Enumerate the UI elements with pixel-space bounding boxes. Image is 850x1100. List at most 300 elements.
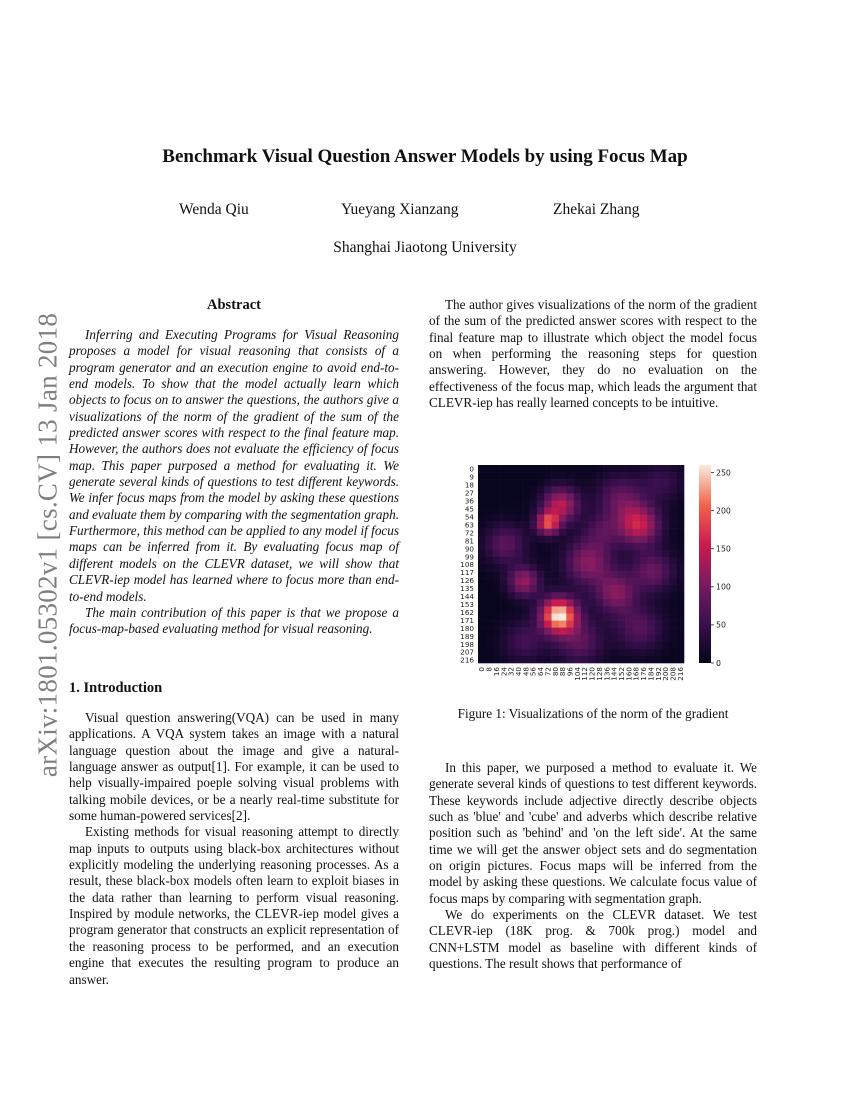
heatmap-cell: [625, 606, 633, 613]
heatmap-cell: [574, 614, 582, 621]
heatmap-cell: [677, 614, 685, 621]
heatmap-cell: [559, 515, 567, 522]
heatmap-cell: [507, 621, 515, 628]
heatmap-cell: [633, 500, 641, 507]
heatmap-cell: [610, 557, 618, 564]
heatmap-cell: [588, 635, 596, 642]
heatmap-cell: [537, 500, 545, 507]
heatmap-cell: [559, 493, 567, 500]
heatmap-cell: [574, 642, 582, 649]
heatmap-cell: [515, 486, 523, 493]
abstract-paragraph-2: The main contribution of this paper is that we propose a focus-map-based evaluating method for visual reasoning.: [69, 604, 399, 637]
heatmap-cell: [493, 642, 501, 649]
heatmap-cell: [640, 578, 648, 585]
heatmap-cell: [522, 479, 530, 486]
heatmap-cell: [618, 550, 626, 557]
heatmap-cell: [618, 515, 626, 522]
heatmap-cell: [669, 571, 677, 578]
heatmap-cell: [677, 472, 685, 479]
heatmap-cell: [574, 635, 582, 642]
heatmap-cell: [544, 536, 552, 543]
heatmap-cell: [493, 649, 501, 656]
heatmap-cell: [566, 642, 574, 649]
heatmap-cell: [530, 472, 538, 479]
heatmap-cell: [515, 642, 523, 649]
heatmap-cell: [537, 585, 545, 592]
heatmap-cell: [625, 557, 633, 564]
heatmap-cell: [500, 493, 508, 500]
heatmap-cell: [633, 479, 641, 486]
heatmap-cell: [618, 507, 626, 514]
heatmap-cell: [610, 606, 618, 613]
heatmap-cell: [566, 621, 574, 628]
y-tick-label: 144: [460, 592, 474, 602]
heatmap-cell: [530, 585, 538, 592]
heatmap-cell: [618, 628, 626, 635]
heatmap-cell: [530, 642, 538, 649]
x-tick-label: 112: [580, 667, 590, 681]
heatmap-cell: [515, 614, 523, 621]
heatmap-cell: [618, 642, 626, 649]
heatmap-cell: [493, 592, 501, 599]
heatmap-cell: [596, 564, 604, 571]
heatmap-cell: [647, 606, 655, 613]
heatmap-cell: [485, 529, 493, 536]
heatmap-cell: [625, 515, 633, 522]
heatmap-cell: [522, 635, 530, 642]
heatmap-cell: [544, 529, 552, 536]
heatmap-cell: [552, 493, 560, 500]
heatmap-cell: [603, 493, 611, 500]
heatmap-cell: [552, 635, 560, 642]
heatmap-cell: [559, 557, 567, 564]
heatmap-cell: [515, 493, 523, 500]
heatmap-cell: [485, 465, 493, 472]
heatmap-cell: [677, 621, 685, 628]
heatmap-cell: [515, 599, 523, 606]
heatmap-cell: [537, 628, 545, 635]
heatmap-cell: [478, 493, 486, 500]
heatmap-cell: [655, 635, 663, 642]
heatmap-cell: [610, 529, 618, 536]
heatmap-cell: [537, 564, 545, 571]
heatmap-cell: [574, 628, 582, 635]
heatmap-cell: [537, 465, 545, 472]
heatmap-cell: [478, 550, 486, 557]
heatmap-cell: [625, 536, 633, 543]
heatmap-cell: [566, 543, 574, 550]
y-tick-label: 36: [464, 496, 474, 506]
heatmap-cell: [618, 536, 626, 543]
x-tick-label: 136: [602, 667, 612, 681]
heatmap-cell: [493, 536, 501, 543]
heatmap-cell: [581, 479, 589, 486]
heatmap-cell: [588, 557, 596, 564]
heatmap-cell: [588, 571, 596, 578]
heatmap-cell: [485, 550, 493, 557]
heatmap-cell: [485, 536, 493, 543]
heatmap-cell: [485, 642, 493, 649]
heatmap-cell: [530, 564, 538, 571]
heatmap-cell: [655, 649, 663, 656]
heatmap-cell: [552, 564, 560, 571]
x-tick-label: 56: [528, 667, 538, 677]
heatmap-cell: [669, 578, 677, 585]
heatmap-cell: [618, 656, 626, 663]
heatmap-cell: [662, 493, 670, 500]
heatmap-cell: [596, 557, 604, 564]
heatmap-cell: [537, 656, 545, 663]
heatmap-cell: [574, 578, 582, 585]
heatmap-cell: [507, 599, 515, 606]
heatmap-cell: [625, 649, 633, 656]
heatmap-cell: [493, 564, 501, 571]
heatmap-cell: [552, 500, 560, 507]
heatmap-cell: [662, 642, 670, 649]
heatmap-cell: [625, 550, 633, 557]
heatmap-cell: [566, 557, 574, 564]
heatmap-cell: [581, 550, 589, 557]
heatmap-cell: [485, 635, 493, 642]
heatmap-cell: [574, 479, 582, 486]
heatmap-cell: [507, 472, 515, 479]
heatmap-cell: [603, 529, 611, 536]
heatmap-cell: [662, 543, 670, 550]
heatmap-cell: [647, 599, 655, 606]
heatmap-cell: [669, 486, 677, 493]
heatmap-cell: [544, 628, 552, 635]
heatmap-cell: [610, 550, 618, 557]
heatmap-cell: [493, 578, 501, 585]
heatmap-cell: [610, 564, 618, 571]
heatmap-cell: [677, 635, 685, 642]
heatmap-cell: [515, 472, 523, 479]
heatmap-cell: [500, 628, 508, 635]
heatmap-cell: [552, 486, 560, 493]
heatmap-cell: [493, 465, 501, 472]
heatmap-cell: [655, 465, 663, 472]
heatmap-cell: [633, 578, 641, 585]
heatmap-cell: [647, 479, 655, 486]
heatmap-cell: [530, 500, 538, 507]
heatmap-cell: [537, 635, 545, 642]
heatmap-cell: [625, 507, 633, 514]
heatmap-cell: [610, 614, 618, 621]
heatmap-cell: [610, 536, 618, 543]
heatmap-cell: [647, 585, 655, 592]
heatmap-cell: [640, 628, 648, 635]
heatmap-cell: [640, 585, 648, 592]
heatmap-cell: [677, 628, 685, 635]
heatmap-cell: [544, 486, 552, 493]
heatmap-cell: [669, 585, 677, 592]
heatmap-cell: [515, 649, 523, 656]
heatmap-cell: [537, 472, 545, 479]
heatmap-cell: [596, 472, 604, 479]
heatmap-cell: [581, 465, 589, 472]
x-tick-label: 48: [521, 667, 531, 677]
heatmap-cell: [515, 564, 523, 571]
heatmap-cell: [537, 557, 545, 564]
heatmap-cell: [633, 550, 641, 557]
heatmap-cell: [552, 656, 560, 663]
y-tick-label: 81: [464, 536, 474, 546]
heatmap-cell: [610, 628, 618, 635]
heatmap-cell: [596, 465, 604, 472]
y-tick-label: 162: [460, 607, 474, 617]
heatmap-cell: [500, 515, 508, 522]
heatmap-cell: [640, 564, 648, 571]
heatmap-cell: [544, 479, 552, 486]
heatmap-cell: [596, 550, 604, 557]
heatmap-cell: [515, 656, 523, 663]
heatmap-cell: [485, 522, 493, 529]
heatmap-cell: [566, 522, 574, 529]
heatmap-cell: [478, 557, 486, 564]
heatmap-cell: [669, 543, 677, 550]
intro-paragraph-1: Visual question answering(VQA) can be used in many applications. A VQA system takes an image with a natural language question about the image and give a natural-language answer as output[1]. For example, it can be used to help visually-impaired poeple solving visual problems with talking mobile devices, or be a nearly real-time substitute for some human-powered services[2].: [69, 710, 399, 824]
heatmap-cell: [581, 486, 589, 493]
heatmap-cell: [493, 614, 501, 621]
heatmap-cell: [669, 642, 677, 649]
heatmap-cell: [522, 465, 530, 472]
heatmap-cell: [559, 656, 567, 663]
heatmap-cell: [574, 557, 582, 564]
heatmap-cell: [559, 628, 567, 635]
heatmap-cell: [500, 642, 508, 649]
colorbar-tick-label: 100: [716, 582, 731, 592]
heatmap-cell: [478, 649, 486, 656]
heatmap-cell: [669, 515, 677, 522]
heatmap-cell: [647, 522, 655, 529]
x-tick-label: 8: [484, 667, 494, 672]
heatmap-cell: [522, 571, 530, 578]
y-tick-label: 216: [460, 655, 474, 665]
heatmap-cell: [588, 500, 596, 507]
heatmap-cell: [493, 493, 501, 500]
heatmap-cell: [530, 557, 538, 564]
heatmap-cell: [618, 585, 626, 592]
heatmap-cell: [544, 621, 552, 628]
heatmap-cell: [647, 493, 655, 500]
heatmap-cell: [566, 493, 574, 500]
heatmap-cell: [618, 522, 626, 529]
heatmap-cell: [610, 500, 618, 507]
heatmap-cell: [574, 606, 582, 613]
heatmap-cell: [588, 621, 596, 628]
heatmap-cell: [588, 550, 596, 557]
heatmap-cell: [500, 465, 508, 472]
heatmap-cell: [662, 522, 670, 529]
heatmap-cell: [507, 522, 515, 529]
heatmap-cell: [574, 486, 582, 493]
heatmap-cell: [603, 642, 611, 649]
y-tick-label: 189: [460, 631, 474, 641]
heatmap-cell: [566, 592, 574, 599]
heatmap-cell: [603, 515, 611, 522]
heatmap-cell: [640, 606, 648, 613]
heatmap-cell: [677, 529, 685, 536]
heatmap-cell: [566, 635, 574, 642]
y-tick-label: 0: [469, 464, 474, 474]
heatmap-cell: [515, 628, 523, 635]
heatmap-cell: [537, 486, 545, 493]
heatmap-cell: [669, 614, 677, 621]
heatmap-cell: [655, 606, 663, 613]
heatmap-cell: [655, 585, 663, 592]
heatmap-cell: [574, 585, 582, 592]
x-tick-label: 184: [646, 667, 656, 681]
heatmap-cell: [530, 649, 538, 656]
heatmap-cell: [493, 635, 501, 642]
x-tick-label: 0: [477, 667, 487, 672]
colorbar: [699, 465, 711, 663]
heatmap-cell: [618, 599, 626, 606]
heatmap-cell: [655, 486, 663, 493]
heatmap-cell: [493, 550, 501, 557]
heatmap-cell: [493, 628, 501, 635]
heatmap-cell: [662, 649, 670, 656]
heatmap-cell: [618, 500, 626, 507]
heatmap-cell: [677, 479, 685, 486]
heatmap-cell: [574, 507, 582, 514]
heatmap-cell: [530, 621, 538, 628]
heatmap-cell: [610, 642, 618, 649]
heatmap-cell: [522, 500, 530, 507]
abstract-heading: Abstract: [207, 297, 261, 313]
heatmap-cell: [574, 550, 582, 557]
intro-heading: 1. Introduction: [69, 680, 163, 696]
heatmap-cell: [596, 599, 604, 606]
heatmap-cell: [574, 621, 582, 628]
heatmap-cell: [677, 557, 685, 564]
heatmap-cell: [640, 515, 648, 522]
heatmap-cell: [537, 507, 545, 514]
heatmap-cell: [596, 578, 604, 585]
heatmap-cell: [633, 635, 641, 642]
heatmap-cell: [655, 656, 663, 663]
heatmap-cell: [552, 529, 560, 536]
heatmap-cell: [530, 592, 538, 599]
heatmap-cell: [662, 656, 670, 663]
heatmap-cell: [530, 635, 538, 642]
y-tick-label: 108: [460, 560, 474, 570]
heatmap-cell: [610, 486, 618, 493]
heatmap-cell: [655, 578, 663, 585]
heatmap-cell: [647, 635, 655, 642]
heatmap-cell: [574, 529, 582, 536]
heatmap-cell: [625, 628, 633, 635]
heatmap-cell: [625, 656, 633, 663]
heatmap-cell: [669, 479, 677, 486]
heatmap-cell: [544, 656, 552, 663]
x-tick-label: 64: [536, 667, 546, 677]
heatmap-cell: [507, 649, 515, 656]
heatmap-cell: [507, 529, 515, 536]
heatmap-cell: [559, 500, 567, 507]
heatmap-cell: [669, 500, 677, 507]
heatmap-cell: [581, 500, 589, 507]
heatmap-cell: [596, 592, 604, 599]
heatmap-cell: [544, 578, 552, 585]
x-tick-label: 88: [558, 667, 568, 677]
heatmap-cell: [552, 578, 560, 585]
heatmap-cell: [559, 522, 567, 529]
heatmap-cell: [581, 606, 589, 613]
heatmap-cell: [574, 564, 582, 571]
heatmap-cell: [507, 465, 515, 472]
heatmap-cell: [581, 472, 589, 479]
heatmap-cell: [522, 550, 530, 557]
heatmap-cell: [478, 486, 486, 493]
heatmap-cell: [544, 465, 552, 472]
heatmap-cell: [530, 536, 538, 543]
heatmap-cell: [581, 656, 589, 663]
heatmap-cell: [596, 606, 604, 613]
heatmap-cell: [522, 522, 530, 529]
heatmap-cell: [640, 642, 648, 649]
heatmap-cell: [647, 578, 655, 585]
heatmap-cell: [588, 529, 596, 536]
heatmap-cell: [559, 472, 567, 479]
heatmap-cell: [537, 536, 545, 543]
heatmap-cell: [625, 564, 633, 571]
heatmap-cell: [493, 543, 501, 550]
heatmap-cell: [647, 628, 655, 635]
heatmap-cell: [655, 529, 663, 536]
heatmap-cell: [588, 564, 596, 571]
heatmap-cell: [647, 515, 655, 522]
heatmap-cell: [566, 507, 574, 514]
heatmap-cell: [640, 522, 648, 529]
heatmap-cell: [677, 642, 685, 649]
heatmap-cell: [625, 635, 633, 642]
heatmap-cell: [515, 479, 523, 486]
heatmap-cell: [566, 614, 574, 621]
heatmap-cell: [640, 599, 648, 606]
heatmap-cell: [625, 578, 633, 585]
heatmap-cell: [485, 507, 493, 514]
heatmap-cell: [544, 585, 552, 592]
colorbar-tick-label: 250: [716, 468, 731, 478]
heatmap-cell: [544, 500, 552, 507]
affiliation: Shanghai Jiaotong University: [333, 239, 517, 256]
heatmap-cell: [677, 543, 685, 550]
heatmap-cell: [544, 472, 552, 479]
right-column-top: [429, 297, 757, 411]
heatmap-cell: [625, 592, 633, 599]
heatmap-cell: [500, 571, 508, 578]
heatmap-cell: [640, 529, 648, 536]
heatmap-cell: [515, 515, 523, 522]
heatmap-cell: [588, 515, 596, 522]
heatmap-cell: [588, 543, 596, 550]
heatmap-cell: [493, 522, 501, 529]
heatmap-cell: [537, 614, 545, 621]
heatmap-cell: [581, 564, 589, 571]
heatmap-cell: [478, 614, 486, 621]
heatmap-cell: [647, 536, 655, 543]
heatmap-cell: [610, 515, 618, 522]
heatmap-cell: [530, 486, 538, 493]
heatmap-cell: [610, 585, 618, 592]
heatmap-cell: [581, 507, 589, 514]
heatmap-cell: [500, 479, 508, 486]
heatmap-cell: [662, 529, 670, 536]
heatmap-cell: [581, 557, 589, 564]
heatmap-cell: [655, 536, 663, 543]
heatmap-cell: [537, 649, 545, 656]
